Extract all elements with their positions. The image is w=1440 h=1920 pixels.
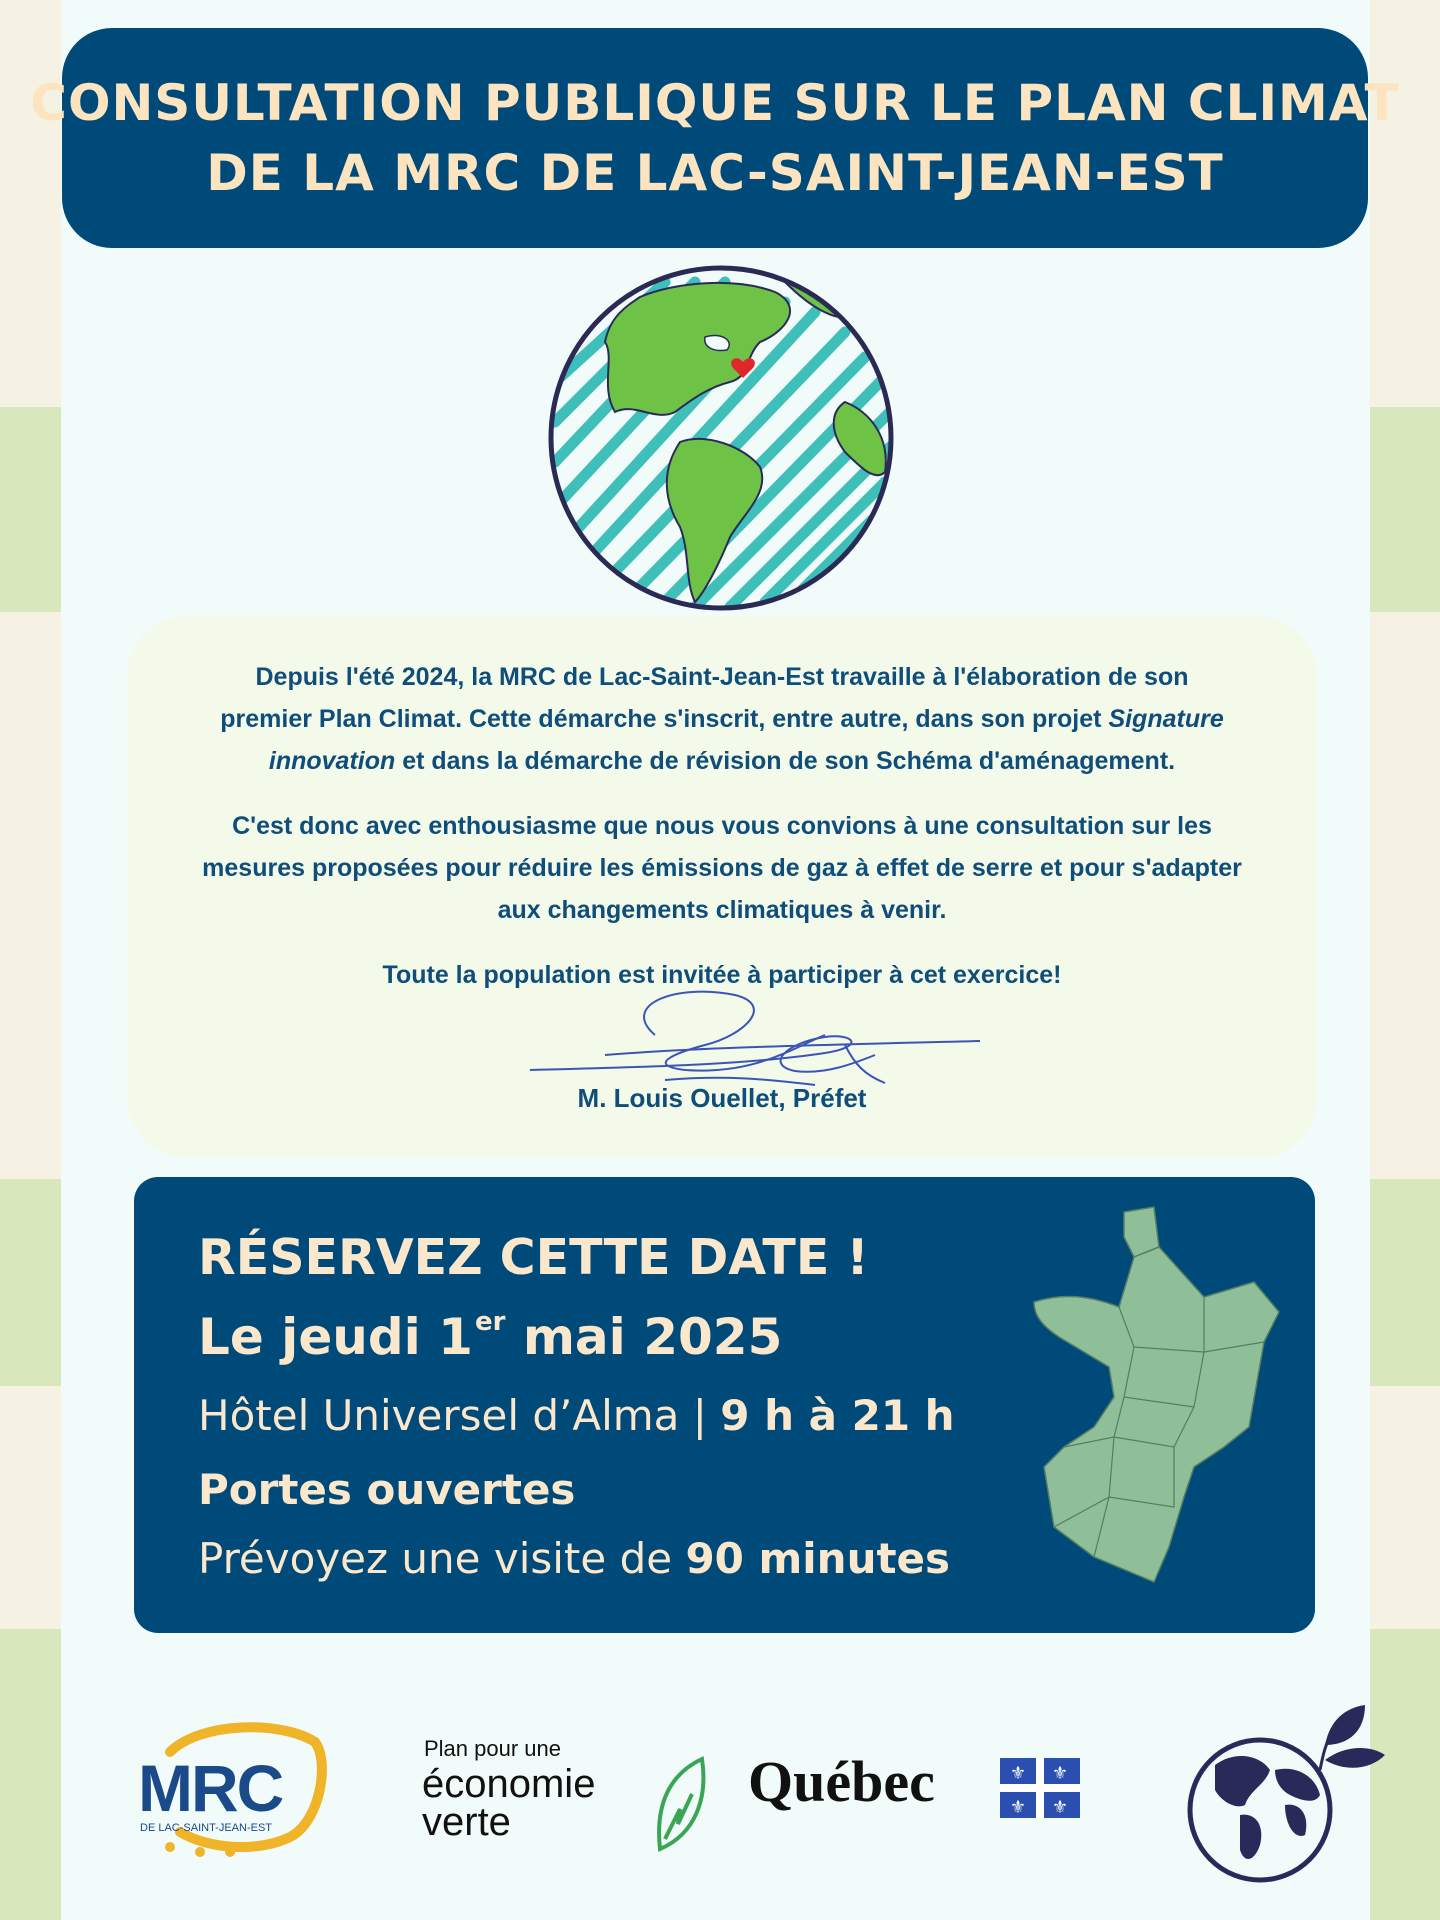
p1-line2 <box>127 698 1317 740</box>
title-banner <box>30 28 1400 248</box>
p1-line1: Depuis l'été 2024, la MRC de Lac-Saint-Jean-Est travaille à l'élaboration de son <box>255 663 1189 691</box>
svg-text:⚜: ⚜ <box>1051 1797 1069 1818</box>
p1-italic-innovation: innovation <box>268 747 396 775</box>
leaf-icon <box>650 1754 710 1854</box>
message-paragraph-3: Toute la population est invitée à participer à cet exercice! <box>382 961 1062 989</box>
svg-text:⚜: ⚜ <box>1051 1763 1069 1784</box>
svg-text:⚜: ⚜ <box>1009 1763 1027 1784</box>
p1-line2-text: premier Plan Climat. Cette démarche s'inscrit, entre autre, dans son projet <box>220 705 1109 733</box>
message-paragraph-2 <box>127 805 1317 931</box>
pev-line1: Plan pour une <box>424 1736 561 1761</box>
mrc-logo-sub: DE LAC-SAINT-JEAN-EST <box>140 1822 273 1834</box>
fleur-de-lis-flag-icon <box>1000 1758 1080 1818</box>
quebec-logo <box>748 1748 1088 1828</box>
event-date-suffix: mai 2025 <box>505 1308 783 1366</box>
region-map-icon <box>1024 1197 1294 1597</box>
p1-line3-text: et dans la démarche de révision de son Schéma d'aménagement. <box>395 747 1176 775</box>
event-venue: Hôtel Universel d’Alma | <box>198 1391 721 1440</box>
pev-line3: verte <box>422 1800 511 1844</box>
event-visit <box>198 1534 950 1583</box>
earth-globe-icon <box>545 262 897 614</box>
event-format-text: Portes ouvertes <box>198 1465 576 1514</box>
svg-text:⚜: ⚜ <box>1009 1797 1027 1818</box>
mrc-logo-text: MRC <box>138 1751 283 1825</box>
p1-italic-signature: Signature <box>1108 705 1224 733</box>
event-date <box>198 1307 782 1366</box>
title-line-1: CONSULTATION PUBLIQUE SUR LE PLAN CLIMAT <box>30 74 1400 132</box>
message-paragraph-1 <box>127 656 1317 782</box>
event-date-prefix: Le jeudi 1 <box>198 1308 473 1366</box>
p2-line2: mesures proposées pour réduire les émissions de gaz à effet de serre et pour s'adapter <box>202 854 1242 882</box>
signer-name: M. Louis Ouellet, Préfet <box>577 1083 867 1113</box>
footer-logos <box>0 1690 1440 1890</box>
mrc-logo <box>130 1712 330 1872</box>
earth-leaves-icon <box>1175 1700 1395 1890</box>
plan-economie-verte-logo <box>422 1736 722 1846</box>
event-heading: RÉSERVEZ CETTE DATE ! <box>198 1229 869 1286</box>
p2-line3: aux changements climatiques à venir. <box>497 896 947 924</box>
event-hours: 9 h à 21 h <box>720 1391 955 1440</box>
event-visit-duration: 90 minutes <box>685 1534 951 1583</box>
event-format <box>198 1465 575 1514</box>
p1-line3 <box>127 740 1317 782</box>
event-date-sup: er <box>474 1307 506 1337</box>
event-visit-prefix: Prévoyez une visite de <box>198 1534 686 1583</box>
title-line-2: DE LA MRC DE LAC-SAINT-JEAN-EST <box>206 144 1224 202</box>
p2-line1: C'est donc avec enthousiasme que nous vous convions à une consultation sur les <box>232 812 1212 840</box>
quebec-logo-text: Québec <box>748 1749 935 1814</box>
pev-line2: économie <box>422 1762 596 1806</box>
event-card <box>134 1177 1315 1633</box>
event-venue-hours <box>198 1391 955 1440</box>
